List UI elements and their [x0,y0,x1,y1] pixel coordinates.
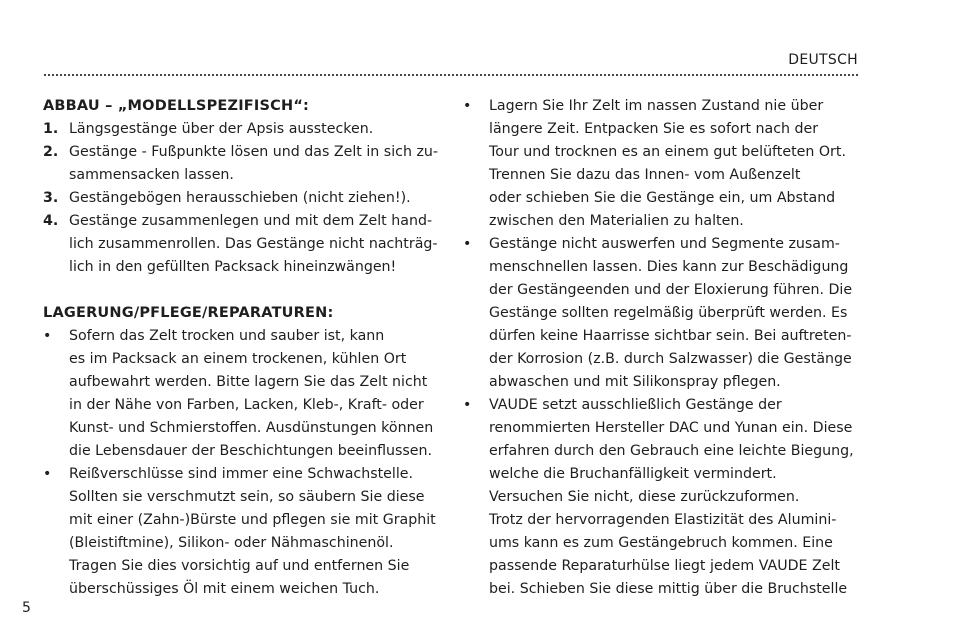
text-line: die Lebensdauer der Beschichtungen beeinflussen. [69,443,433,459]
section-heading-abbau: ABBAU – „MODELLSPEZIFISCH“: [43,98,310,114]
text-line: Längsgestänge über der Apsis ausstecken. [69,121,374,137]
bullet-marker: • [463,98,472,114]
text-line: in der Nähe von Farben, Lacken, Kleb-, Kraft- oder [69,397,424,413]
text-line: Sollten sie verschmutzt sein, so säubern Sie diese [69,489,425,505]
text-line: abwaschen und mit Silikonspray pflegen. [489,374,781,390]
list-item [43,463,443,601]
text-line: zwischen den Materialien zu halten. [489,213,744,229]
section-heading-lagerung: LAGERUNG/PFLEGE/REPARATUREN: [43,305,334,321]
text-line: Gestänge nicht auswerfen und Segmente zusam- [489,236,840,252]
list-item [43,141,443,187]
text-line: ums kann es zum Gestängebruch kommen. Eine [489,535,833,551]
step-number: 2. [43,144,59,160]
list-item [43,118,443,141]
text-line: sammensacken lassen. [69,167,234,183]
dotted-divider [44,74,858,76]
list-item [43,210,443,279]
list-item [463,394,863,601]
bullet-marker: • [43,328,52,344]
text-line: der Korrosion (z.B. durch Salzwasser) die Gestänge [489,351,852,367]
step-number: 1. [43,121,59,137]
step-number: 4. [43,213,59,229]
right-column [463,95,863,601]
bullet-marker: • [463,236,472,252]
text-line: lich zusammenrollen. Das Gestänge nicht nachträg- [69,236,438,252]
list-item [43,325,443,463]
text-line: überschüssiges Öl mit einem weichen Tuch. [69,581,380,597]
list-item [43,187,443,210]
text-line: oder schieben Sie die Gestänge ein, um Abstand [489,190,836,206]
text-line: VAUDE setzt ausschließlich Gestänge der [489,397,782,413]
text-line: (Bleistiftmine), Silikon- oder Nähmaschinenöl. [69,535,394,551]
text-line: menschnellen lassen. Dies kann zur Beschädigung [489,259,849,275]
text-line: längere Zeit. Entpacken Sie es sofort nach der [489,121,819,137]
page-number: 5 [22,600,31,616]
text-line: dürfen keine Haarrisse sichtbar sein. Bei auftreten- [489,328,852,344]
text-line: mit einer (Zahn-)Bürste und pflegen sie mit Graphit [69,512,436,528]
text-line: Gestänge - Fußpunkte lösen und das Zelt in sich zu- [69,144,438,160]
list-item [463,233,863,394]
lagerung-bullet-list [43,325,443,601]
text-line: Versuchen Sie nicht, diese zurückzuformen. [489,489,800,505]
text-line: Tour und trocknen es an einem gut belüfteten Ort. [489,144,846,160]
text-line: der Gestängeenden und der Eloxierung führen. Die [489,282,853,298]
text-line: Gestänge zusammenlegen und mit dem Zelt hand- [69,213,433,229]
abbau-steps-list [43,118,443,279]
text-line: lich in den gefüllten Packsack hineinzwängen! [69,259,397,275]
text-line: renommierten Hersteller DAC und Yunan ein. Diese [489,420,853,436]
text-line: passende Reparaturhülse liegt jedem VAUDE Zelt [489,558,840,574]
language-label: DEUTSCH [788,52,858,68]
text-line: Trotz der hervorragenden Elastizität des Alumini- [489,512,837,528]
text-line: erfahren durch den Gebrauch eine leichte Biegung, [489,443,854,459]
left-column [43,95,443,601]
text-line: Gestängebögen herausschieben (nicht ziehen!). [69,190,411,206]
bullet-marker: • [463,397,472,413]
text-line: Tragen Sie dies vorsichtig auf und entfernen Sie [69,558,410,574]
care-bullet-list [463,95,863,601]
text-line: welche die Bruchanfälligkeit vermindert. [489,466,777,482]
text-line: bei. Schieben Sie diese mittig über die Bruchstelle [489,581,848,597]
text-line: Lagern Sie Ihr Zelt im nassen Zustand nie über [489,98,824,114]
step-number: 3. [43,190,59,206]
text-line: Gestänge sollten regelmäßig überprüft werden. Es [489,305,848,321]
text-line: Sofern das Zelt trocken und sauber ist, kann [69,328,385,344]
text-line: Kunst- und Schmierstoffen. Ausdünstungen können [69,420,434,436]
list-item [463,95,863,233]
text-line: Trennen Sie dazu das Innen- vom Außenzelt [489,167,801,183]
text-line: aufbewahrt werden. Bitte lagern Sie das Zelt nicht [69,374,428,390]
bullet-marker: • [43,466,52,482]
text-line: Reißverschlüsse sind immer eine Schwachstelle. [69,466,414,482]
text-line: es im Packsack an einem trockenen, kühlen Ort [69,351,407,367]
